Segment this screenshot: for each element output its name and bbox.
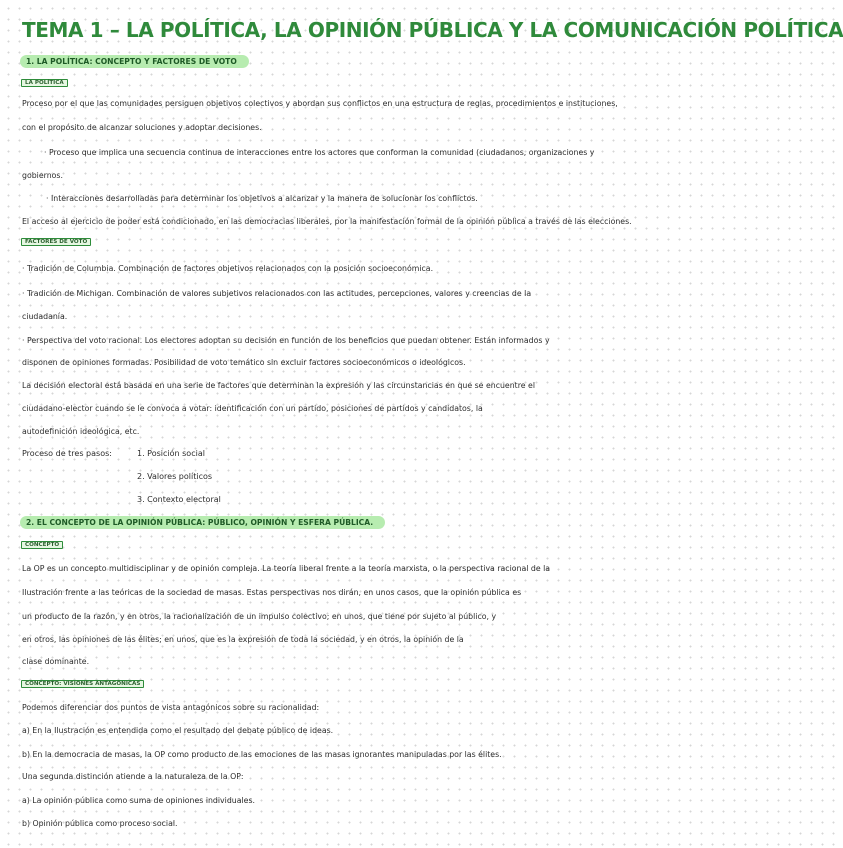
factor-michigan-line-1: · Tradición de Michigan. Combinación de valores subjetivos relacionados con las actitudes, percepciones, valores y creencias de la (22, 289, 532, 298)
op-paragraph-line-3: un producto de la razón, y en otros, la racionalización de un impulso colectivo; en unos, que tiene por sujeto al público, y (22, 612, 497, 621)
decision-electoral-line-3: autodefinición ideológica, etc. (22, 427, 140, 436)
vision-b: b) En la democracia de masas, la OP como producto de las emociones de las masas ignorantes manipuladas por las élites. (22, 750, 502, 759)
op-paragraph-line-2: Ilustración frente a las teóricas de la sociedad de masas. Estas perspectivas nos dirán, en unos casos, que la opinión pública es (22, 588, 522, 597)
section-2-heading: 2. EL CONCEPTO DE LA OPINIÓN PÚBLICA: PÚBLICO, OPINIÓN Y ESFERA PÚBLICA. (20, 516, 385, 529)
step-1: 1. Posición social (137, 449, 205, 458)
label-box-concepto: CONCEPTO (21, 541, 63, 549)
page-title: TEMA 1 – LA POLÍTICA, LA OPINIÓN PÚBLICA Y LA COMUNICACIÓN POLÍTICA (22, 18, 843, 42)
distincion-b: b) Opinión pública como proceso social. (22, 819, 178, 828)
factor-voto-racional-line-1: · Perspectiva del voto racional. Los electores adoptan su decisión en función de los beneficios que puedan obtener. Están informados y (22, 336, 550, 345)
step-2: 2. Valores políticos (137, 472, 213, 481)
politica-bullet-2: · Interacciones desarrolladas para determinar los objetivos a alcanzar y la manera de solucionar los conflictos. (46, 194, 478, 203)
factor-voto-racional-line-2: disponen de opiniones formadas. Posibilidad de voto temático sin excluir factores socioeconómicos o ideológicos. (22, 358, 466, 367)
step-3: 3. Contexto electoral (137, 495, 221, 504)
section-1-heading: 1. LA POLÍTICA: CONCEPTO Y FACTORES DE VOTO (20, 55, 249, 68)
op-paragraph-line-1: La OP es un concepto multidisciplinar y de opinión compleja. La teoría liberal frente a la teoría marxista, o la perspectiva racional de la (22, 564, 551, 573)
label-box-visiones-antagonicas: CONCEPTO: VISIONES ANTAGÓNICAS (21, 680, 144, 688)
steps-label: Proceso de tres pasos: (22, 449, 112, 458)
visiones-intro: Podemos diferenciar dos puntos de vista antagónicos sobre su racionalidad: (22, 703, 320, 712)
politica-bullet-1-line-2: gobiernos. (22, 171, 63, 180)
decision-electoral-line-1: La decisión electoral está basada en una serie de factores que determinan la expresión y las circunstancias en que se encuentre el (22, 381, 535, 390)
poder-paragraph: El acceso al ejercicio de poder está condicionado, en las democracias liberales, por la manifestación formal de la opinión pública a través de las elecciones. (22, 217, 632, 226)
label-box-factores-de-voto: FACTORES DE VOTO (21, 238, 91, 246)
label-box-la-politica: LA POLÍTICA (21, 79, 68, 87)
distincion-a: a) La opinión pública como suma de opiniones individuales. (22, 796, 255, 805)
politica-bullet-1-line-1: · Proceso que implica una secuencia continua de interacciones entre los actores que conforman la comunidad (ciudadanos, organizaciones y (44, 148, 595, 157)
politica-definition-line-1: Proceso por el que las comunidades persiguen objetivos colectivos y abordan sus conflictos en una estructura de reglas, procedimientos e instituciones, (22, 99, 618, 108)
factor-michigan-line-2: ciudadanía. (22, 312, 68, 321)
op-paragraph-line-5: clase dominante. (22, 657, 90, 666)
decision-electoral-line-2: ciudadano-elector cuando se le convoca a votar: identificación con un partido, posiciones de partidos y candidatos, la (22, 404, 483, 413)
distincion-intro: Una segunda distinción atiende a la naturaleza de la OP: (22, 772, 244, 781)
vision-a: a) En la Ilustración es entendida como el resultado del debate público de ideas. (22, 726, 334, 735)
factor-columbia: · Tradición de Columbia. Combinación de factores objetivos relacionados con la posición socioeconómica. (22, 264, 434, 273)
politica-definition-line-2: con el propósito de alcanzar soluciones y adoptar decisiones. (22, 123, 262, 132)
op-paragraph-line-4: en otros, las opiniones de las élites; en unos, que es la expresión de toda la sociedad, y en otros, la opinión de la (22, 635, 464, 644)
